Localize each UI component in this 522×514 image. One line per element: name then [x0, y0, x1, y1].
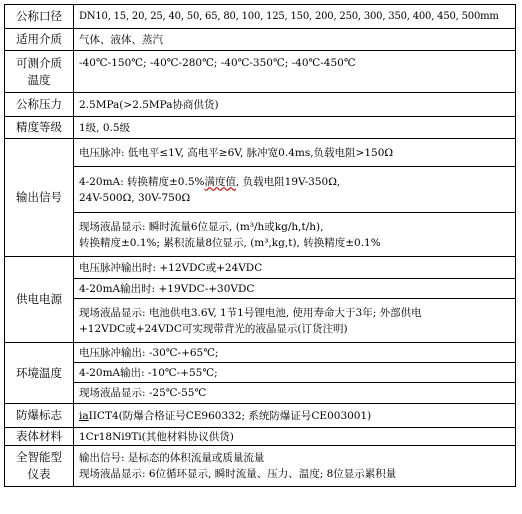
row-env-ma — [5, 363, 516, 383]
label-accuracy: 精度等级 — [5, 117, 74, 139]
value-power-ma: 4-20mA输出时: +19VDC-+30VDC — [74, 279, 516, 299]
row-smart — [5, 446, 516, 487]
row-power-ma — [5, 279, 516, 299]
value-env-lcd: 现场液晶显示: -25℃-55℃ — [74, 383, 516, 404]
label-smart-line1: 全智能型 — [16, 450, 62, 464]
value-pressure: 2.5MPa(>2.5MPa协商供货) — [74, 93, 516, 117]
label-output: 输出信号 — [5, 139, 74, 257]
output-ma-post: , 负载电阻19V-350Ω, — [235, 175, 341, 188]
power-lcd-line2: +12VDC或+24VDC可实现带背光的液晶显示(订货注明) — [79, 322, 348, 335]
row-power-lcd — [5, 299, 516, 343]
label-pressure: 公称压力 — [5, 93, 74, 117]
value-temp: -40℃-150℃; -40℃-280℃; -40℃-350℃; -40℃-450℃ — [74, 51, 516, 93]
value-output-lcd — [74, 213, 516, 257]
value-power-pulse: 电压脉冲输出时: +12VDC或+24VDC — [74, 257, 516, 279]
output-ma-pre: 4-20mA: 转换精度±0.5% — [79, 175, 205, 188]
output-ma-line2: 24V-500Ω, 30V-750Ω — [79, 191, 191, 204]
label-env: 环境温度 — [5, 343, 74, 404]
row-accuracy — [5, 117, 516, 139]
row-diameter — [5, 5, 516, 29]
row-output-pulse — [5, 139, 516, 167]
label-smart-line2: 仪表 — [27, 467, 51, 481]
label-material: 表体材料 — [5, 428, 74, 446]
row-material — [5, 428, 516, 446]
row-env-lcd — [5, 383, 516, 404]
label-temp-line1: 可测介质 — [16, 55, 62, 70]
explosion-text: IICT4(防爆合格证号CE960332; 系统防爆证号CE003001) — [88, 409, 372, 422]
value-output-pulse: 电压脉冲: 低电平≤1V, 高电平≥6V, 脉冲宽0.4ms,负载电阻>150Ω — [74, 139, 516, 167]
label-power: 供电电源 — [5, 257, 74, 343]
output-ma-mark: 满度值 — [204, 175, 236, 188]
row-output-lcd — [5, 213, 516, 257]
power-lcd-line1: 现场液晶显示: 电池供电3.6V, 1节1号锂电池, 使用寿命大于3年; 外部供电 — [79, 306, 422, 319]
value-diameter: DN10, 15, 20, 25, 40, 50, 65, 80, 100, 125, 150, 200, 250, 300, 350, 400, 450, 500mm — [74, 5, 516, 29]
row-pressure — [5, 93, 516, 117]
spec-table — [4, 4, 516, 487]
value-medium: 气体、液体、蒸汽 — [74, 29, 516, 51]
output-ma-line1 — [79, 174, 510, 190]
spec-sheet — [4, 4, 516, 510]
row-power-pulse — [5, 257, 516, 279]
row-medium — [5, 29, 516, 51]
smart-line1: 输出信号: 是标态的体积流量或质量流量 — [79, 452, 265, 464]
value-output-ma — [74, 167, 516, 213]
output-lcd-line1: 现场液晶显示: 瞬时流量6位显示, (m³/h或kg/h,t/h), — [79, 220, 324, 233]
value-accuracy: 1级, 0.5级 — [74, 117, 516, 139]
label-temp — [5, 51, 74, 93]
row-explosion — [5, 404, 516, 428]
value-env-pulse: 电压脉冲输出: -30℃-+65℃; — [74, 343, 516, 363]
label-diameter: 公称口径 — [5, 5, 74, 29]
value-material: 1Cr18Ni9Ti(其他材料协议供货) — [74, 428, 516, 446]
value-smart — [74, 446, 516, 487]
label-medium: 适用介质 — [5, 29, 74, 51]
explosion-mark: ia — [79, 409, 89, 422]
row-env-pulse — [5, 343, 516, 363]
value-power-lcd — [74, 299, 516, 343]
smart-line2: 现场液晶显示: 6位循环显示, 瞬时流量、压力、温度; 8位显示累积量 — [79, 468, 397, 480]
label-temp-line2: 温度 — [27, 72, 51, 87]
output-lcd-line2: 转换精度±0.1%; 累积流量8位显示, (m³,kg,t), 转换精度±0.1% — [79, 236, 381, 249]
label-explosion: 防爆标志 — [5, 404, 74, 428]
row-output-ma — [5, 167, 516, 213]
value-env-ma: 4-20mA输出: -10℃-+55℃; — [74, 363, 516, 383]
row-temp — [5, 51, 516, 93]
value-explosion — [74, 404, 516, 428]
label-smart — [5, 446, 74, 487]
